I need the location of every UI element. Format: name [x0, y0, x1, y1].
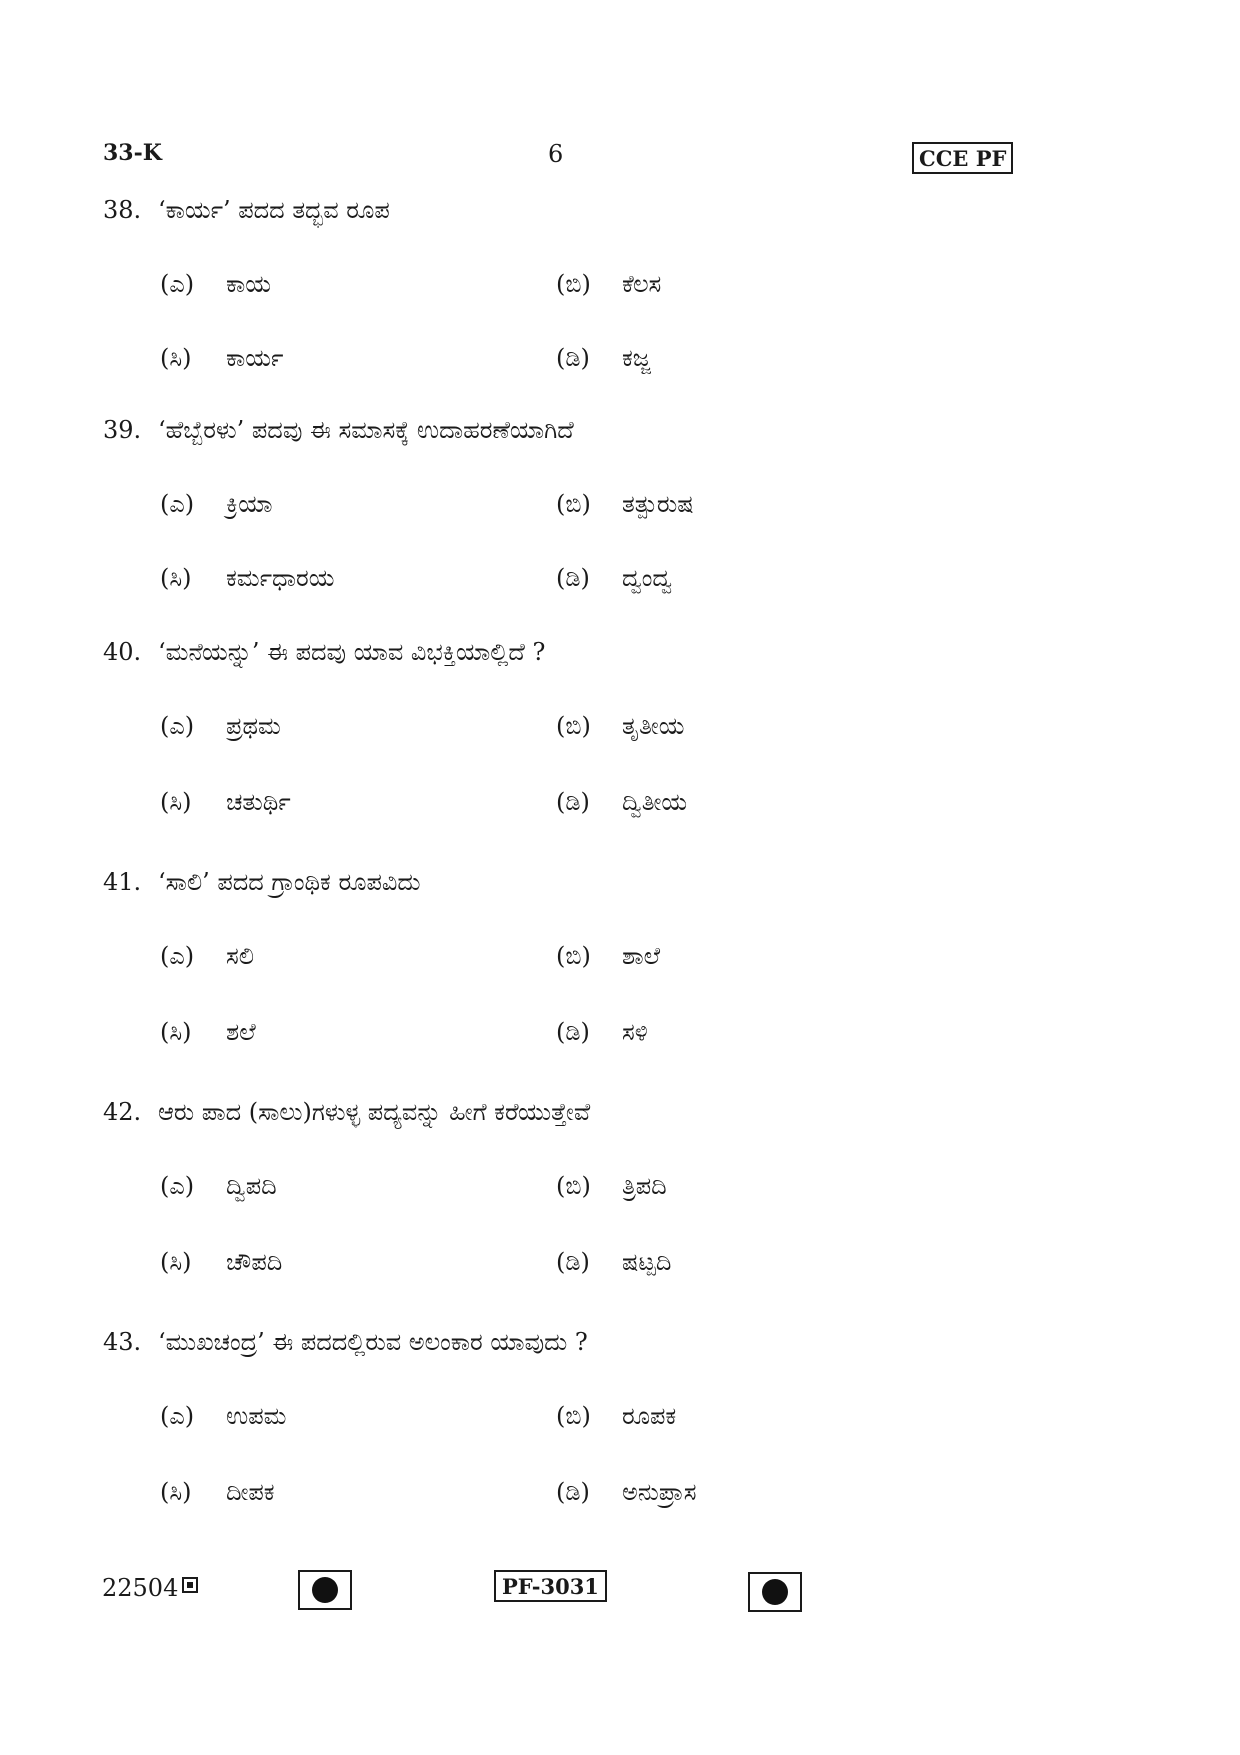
option-text: ಪ್ರಥಮ	[226, 712, 281, 740]
option-c	[160, 1018, 256, 1046]
option-b	[556, 712, 684, 740]
question-number: 42.	[103, 1098, 142, 1126]
question-43	[103, 1328, 588, 1356]
option-d	[556, 1478, 696, 1506]
option-label: (ಬಿ)	[556, 1172, 591, 1200]
option-text: ಚತುರ್ಥಿ	[226, 788, 291, 816]
filled-circle-icon	[762, 1579, 788, 1605]
option-text: ಸಳಿ	[622, 1018, 648, 1046]
question-number: 39.	[103, 416, 142, 444]
option-d	[556, 788, 687, 816]
option-label: (ಎ)	[160, 712, 195, 740]
question-number: 43.	[103, 1328, 142, 1356]
option-label: (ಎ)	[160, 1402, 195, 1430]
option-text: ಚೌಪದಿ	[226, 1248, 283, 1276]
question-42	[103, 1098, 590, 1126]
option-a	[160, 1172, 277, 1200]
option-label: (ಬಿ)	[556, 942, 591, 970]
option-a	[160, 712, 281, 740]
option-label: (ಎ)	[160, 942, 195, 970]
registration-mark-left	[298, 1570, 352, 1610]
option-a	[160, 490, 272, 518]
option-label: (ಎ)	[160, 270, 195, 298]
question-38	[103, 196, 390, 224]
option-a	[160, 1402, 286, 1430]
option-text: ತತ್ಪುರುಷ	[622, 490, 694, 518]
option-text: ದ್ವಿಪದಿ	[226, 1172, 277, 1200]
option-text: ಶಲೆ	[226, 1018, 256, 1046]
option-label: (ಬಿ)	[556, 490, 591, 518]
registration-mark-right	[748, 1572, 802, 1612]
question-text: ‘ಕಾರ್ಯ’ ಪದದ ತದ್ಭವ ರೂಪ	[158, 196, 390, 224]
question-39	[103, 416, 574, 444]
option-text: ಕ್ರಿಯಾ	[226, 490, 273, 518]
question-text: ‘ಮುಖಚಂದ್ರ’ ಈ ಪದದಲ್ಲಿರುವ ಅಲಂಕಾರ ಯಾವುದು ?	[158, 1328, 588, 1356]
option-c	[160, 1248, 282, 1276]
option-label: (ಡಿ)	[556, 1248, 590, 1276]
option-label: (ಡಿ)	[556, 1478, 590, 1506]
option-d	[556, 1248, 671, 1276]
question-40	[103, 638, 545, 666]
square-dot-icon	[182, 1577, 198, 1593]
question-41	[103, 868, 421, 896]
option-label: (ಸಿ)	[160, 1478, 192, 1506]
option-c	[160, 788, 291, 816]
footer-code-text: 22504	[102, 1574, 179, 1602]
option-text: ಷಟ್ಪದಿ	[622, 1248, 672, 1276]
option-c	[160, 564, 334, 592]
series-box: CCE PF	[912, 142, 1013, 174]
option-c	[160, 344, 283, 372]
option-d	[556, 344, 651, 372]
option-text: ಸಲಿ	[226, 942, 255, 970]
option-text: ಕಜ್ಜ	[622, 344, 651, 372]
option-label: (ಎ)	[160, 490, 195, 518]
option-c	[160, 1478, 275, 1506]
option-label: (ಡಿ)	[556, 344, 590, 372]
option-d	[556, 1018, 648, 1046]
question-number: 41.	[103, 868, 142, 896]
option-a	[160, 942, 254, 970]
option-label: (ಬಿ)	[556, 270, 591, 298]
option-b	[556, 270, 661, 298]
footer-code	[102, 1574, 198, 1602]
option-text: ಕರ್ಮಧಾರಯ	[226, 564, 335, 592]
option-text: ಕೆಲಸ	[622, 270, 662, 298]
option-label: (ಬಿ)	[556, 712, 591, 740]
option-text: ದ್ವಂದ್ವ	[622, 564, 673, 592]
question-number: 38.	[103, 196, 142, 224]
option-b	[556, 1402, 676, 1430]
option-b	[556, 942, 660, 970]
option-label: (ಡಿ)	[556, 788, 590, 816]
option-text: ಉಪಮ	[226, 1402, 287, 1430]
option-label: (ಡಿ)	[556, 564, 590, 592]
option-b	[556, 490, 694, 518]
option-label: (ಎ)	[160, 1172, 195, 1200]
question-text: ಆರು ಪಾದ (ಸಾಲು)ಗಳುಳ್ಳ ಪದ್ಯವನ್ನು ಹೀಗೆ ಕರೆಯುತ್ತೇವೆ	[158, 1098, 591, 1126]
option-text: ತೃತೀಯ	[622, 712, 685, 740]
option-text: ಅನುಪ್ರಾಸ	[622, 1478, 697, 1506]
option-text: ಶಾಲೆ	[622, 942, 661, 970]
option-b	[556, 1172, 667, 1200]
question-text: ‘ಮನೆಯನ್ನು’ ಈ ಪದವು ಯಾವ ವಿಭಕ್ತಿಯಾಲ್ಲಿದೆ ?	[158, 638, 546, 666]
page-number: 6	[548, 140, 564, 168]
option-text: ದೀಪಕ	[226, 1478, 275, 1506]
option-text: ಕಾರ್ಯ	[226, 344, 284, 372]
option-label: (ಡಿ)	[556, 1018, 590, 1046]
option-text: ದ್ವಿತೀಯ	[622, 788, 688, 816]
form-code-box: PF-3031	[494, 1570, 607, 1602]
paper-code: 33-K	[103, 140, 162, 166]
filled-circle-icon	[312, 1577, 338, 1603]
option-label: (ಬಿ)	[556, 1402, 591, 1430]
option-label: (ಸಿ)	[160, 1248, 192, 1276]
option-label: (ಸಿ)	[160, 788, 192, 816]
option-text: ಕಾಯ	[226, 270, 271, 298]
option-label: (ಸಿ)	[160, 344, 192, 372]
question-text: ‘ಸಾಲಿ’ ಪದದ ಗ್ರಾಂಥಿಕ ರೂಪವಿದು	[158, 868, 421, 896]
option-d	[556, 564, 672, 592]
option-text: ರೂಪಕ	[622, 1402, 677, 1430]
option-text: ತ್ರಿಪದಿ	[622, 1172, 667, 1200]
option-a	[160, 270, 271, 298]
question-number: 40.	[103, 638, 142, 666]
option-label: (ಸಿ)	[160, 564, 192, 592]
option-label: (ಸಿ)	[160, 1018, 192, 1046]
question-text: ‘ಹೆಬ್ಬೆರಳು’ ಪದವು ಈ ಸಮಾಸಕ್ಕೆ ಉದಾಹರಣೆಯಾಗಿದೆ	[158, 416, 574, 444]
